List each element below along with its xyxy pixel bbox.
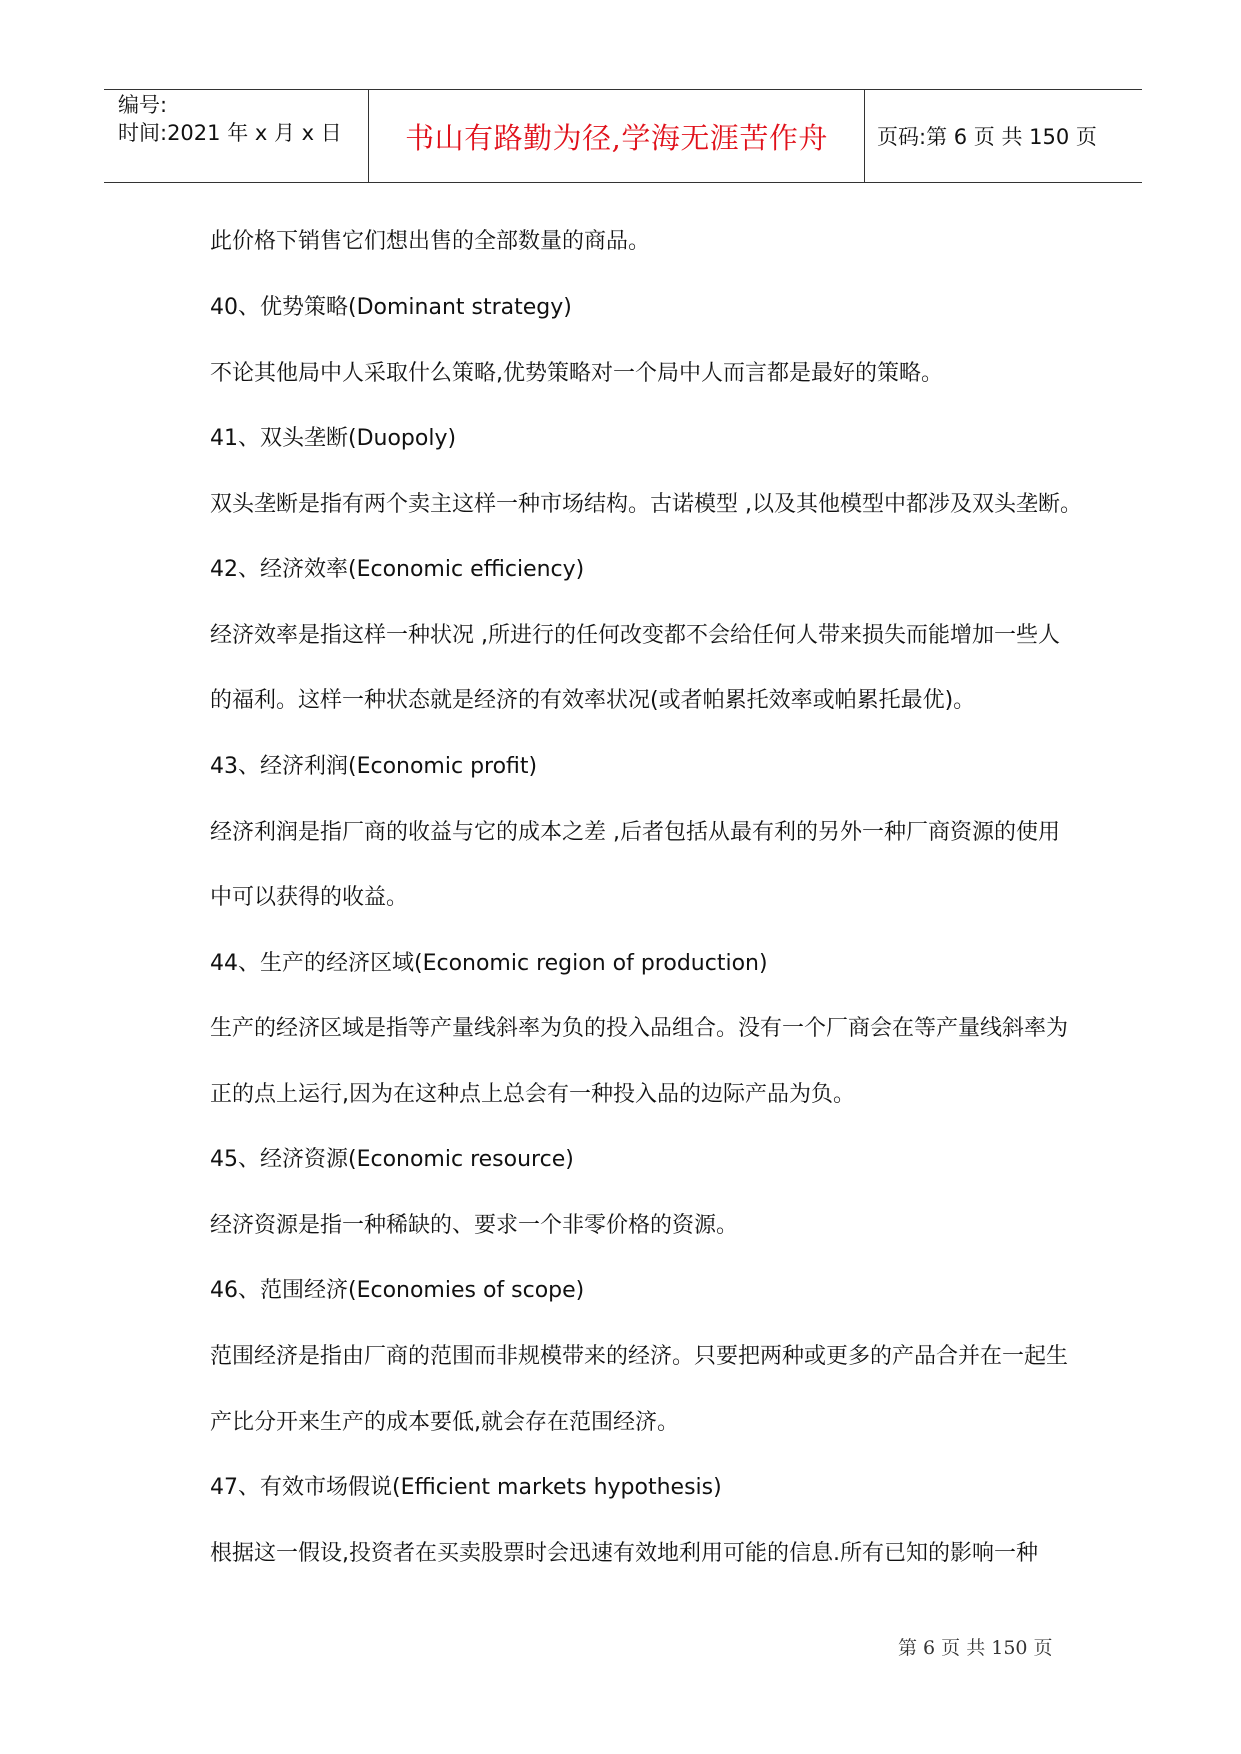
text-line: 根据这一假设,投资者在买卖股票时会迅速有效地利用可能的信息.所有已知的影响一种 [210, 1541, 1038, 1566]
text-line: 正的点上运行,因为在这种点上总会有一种投入品的边际产品为负。 [210, 1082, 855, 1107]
text-line: 的福利。这样一种状态就是经济的有效率状况(或者帕累托效率或帕累托最优)。 [210, 688, 976, 713]
text-line: 范围经济是指由厂商的范围而非规模带来的经济。只要把两种或更多的产品合并在一起生 [210, 1344, 1069, 1369]
page-footer: 第 6 页 共 150 页 [898, 1637, 1053, 1659]
text-line: 产比分开来生产的成本要低,就会存在范围经济。 [210, 1410, 679, 1435]
header-motto-cell [369, 90, 865, 182]
page-code: 页码:第 6 页 共 150 页 [877, 125, 1097, 149]
term-heading: 45、经济资源(Economic resource) [210, 1147, 574, 1172]
page-header [104, 89, 1142, 183]
motto-text: 书山有路勤为径,学海无涯苦作舟 [405, 120, 828, 155]
term-heading: 43、经济利润(Economic profit) [210, 754, 538, 779]
text-line: 此价格下销售它们想出售的全部数量的商品。 [210, 229, 651, 254]
text-line: 不论其他局中人采取什么策略,优势策略对一个局中人而言都是最好的策略。 [210, 361, 943, 386]
term-heading: 46、范围经济(Economies of scope) [210, 1278, 585, 1303]
header-meta-cell [104, 90, 369, 182]
text-line: 双头垄断是指有两个卖主这样一种市场结构。古诺模型 ,以及其他模型中都涉及双头垄断。 [210, 492, 1082, 517]
term-heading: 47、有效市场假说(Efficient markets hypothesis) [210, 1475, 722, 1500]
text-line: 经济资源是指一种稀缺的、要求一个非零价格的资源。 [210, 1213, 739, 1238]
term-heading: 42、经济效率(Economic efficiency) [210, 557, 585, 582]
term-heading: 40、优势策略(Dominant strategy) [210, 295, 572, 320]
term-heading: 41、双头垄断(Duopoly) [210, 426, 457, 451]
text-line: 生产的经济区域是指等产量线斜率为负的投入品组合。没有一个厂商会在等产量线斜率为 [210, 1016, 1069, 1041]
text-line: 经济效率是指这样一种状况 ,所进行的任何改变都不会给任何人带来损失而能增加一些人 [210, 623, 1060, 648]
text-line: 中可以获得的收益。 [210, 885, 409, 910]
time-label: 时间:2021 年 x 月 x 日 [118, 121, 342, 145]
serial-label: 编号: [118, 93, 168, 117]
term-heading: 44、生产的经济区域(Economic region of production) [210, 951, 768, 976]
header-page-cell [865, 90, 1142, 182]
text-line: 经济利润是指厂商的收益与它的成本之差 ,后者包括从最有利的另外一种厂商资源的使用 [210, 820, 1060, 845]
